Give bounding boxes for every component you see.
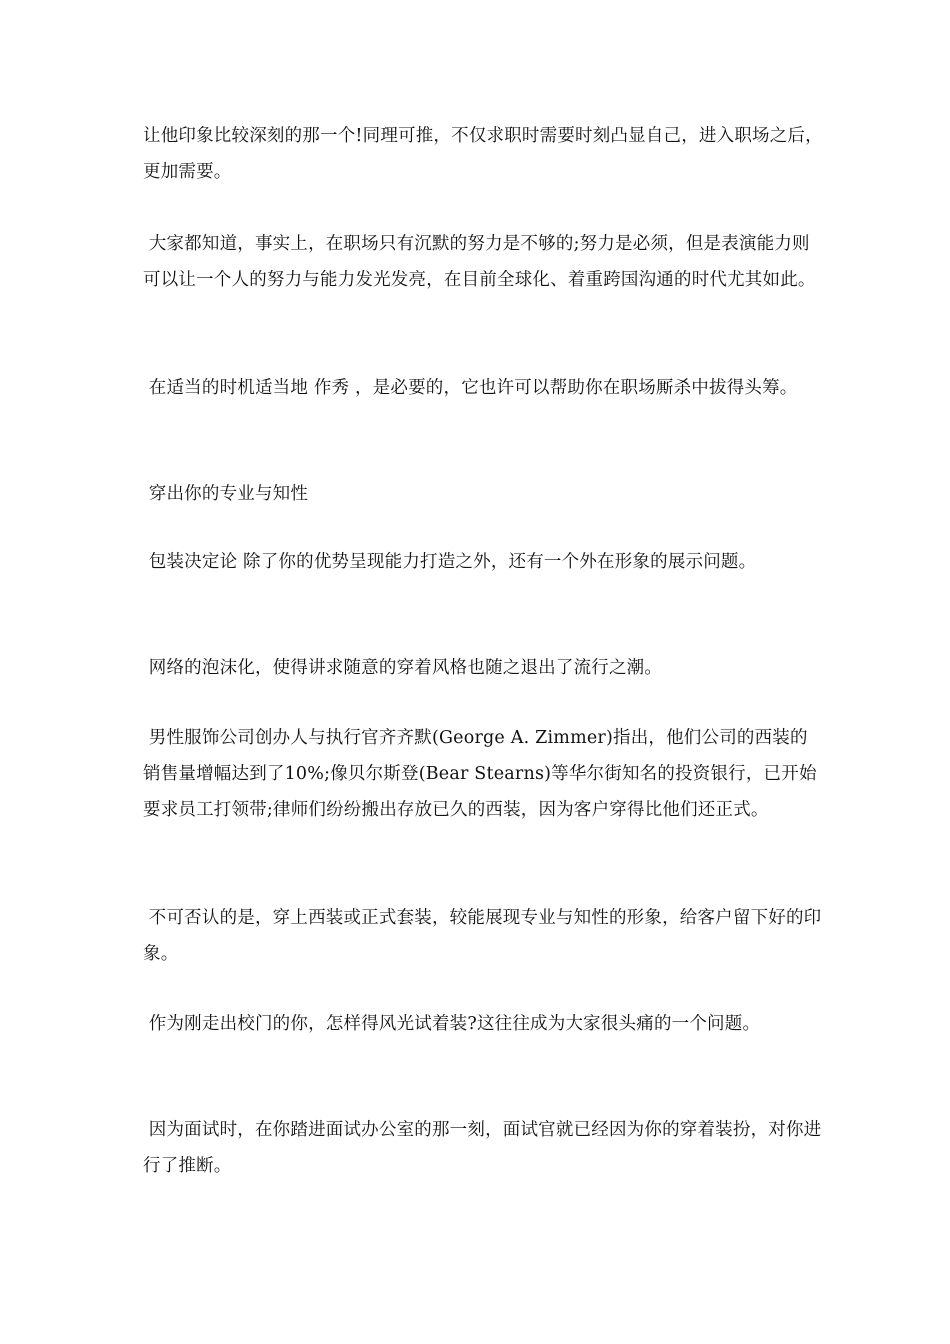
paragraph-2: 大家都知道，事实上，在职场只有沉默的努力是不够的;努力是必须，但是表演能力则可以让一个人的努力与能力发光发亮，在目前全球化、着重跨国沟通的时代尤其如此。 <box>143 234 816 290</box>
paragraph-9: 作为刚走出校门的你，怎样得风光试着装?这往往成为大家很头痛的一个问题。 <box>143 1014 761 1034</box>
paragraph-10: 因为面试时，在你踏进面试办公室的那一刻，面试官就已经因为你的穿着装扮，对你进行了推断。 <box>143 1120 822 1176</box>
paragraph-4-heading: 穿出你的专业与知性 <box>143 484 309 504</box>
paragraph-3: 在适当的时机适当地 作秀 ，是必要的，它也许可以帮助你在职场厮杀中拔得头筹。 <box>143 378 798 398</box>
paragraph-7: 男性服饰公司创办人与执行官齐齐默(George A. Zimmer)指出，他们公司的西装的销售量增幅达到了10%;像贝尔斯登(Bear Stearns)等华尔街知名的投资银行，已开始要求员工打领带;律师们纷纷搬出存放已久的西装，因为客户穿得比他们还正式。 <box>143 728 817 820</box>
paragraph-8: 不可否认的是，穿上西装或正式套装，较能展现专业与知性的形象，给客户留下好的印象。 <box>143 908 822 964</box>
paragraph-5: 包装决定论 除了你的优势呈现能力打造之外，还有一个外在形象的展示问题。 <box>143 552 757 572</box>
paragraph-1: 让他印象比较深刻的那一个!同理可推，不仅求职时需要时刻凸显自己，进入职场之后，更加需要。 <box>143 126 823 182</box>
paragraph-6: 网络的泡沫化，使得讲求随意的穿着风格也随之退出了流行之潮。 <box>143 658 663 678</box>
